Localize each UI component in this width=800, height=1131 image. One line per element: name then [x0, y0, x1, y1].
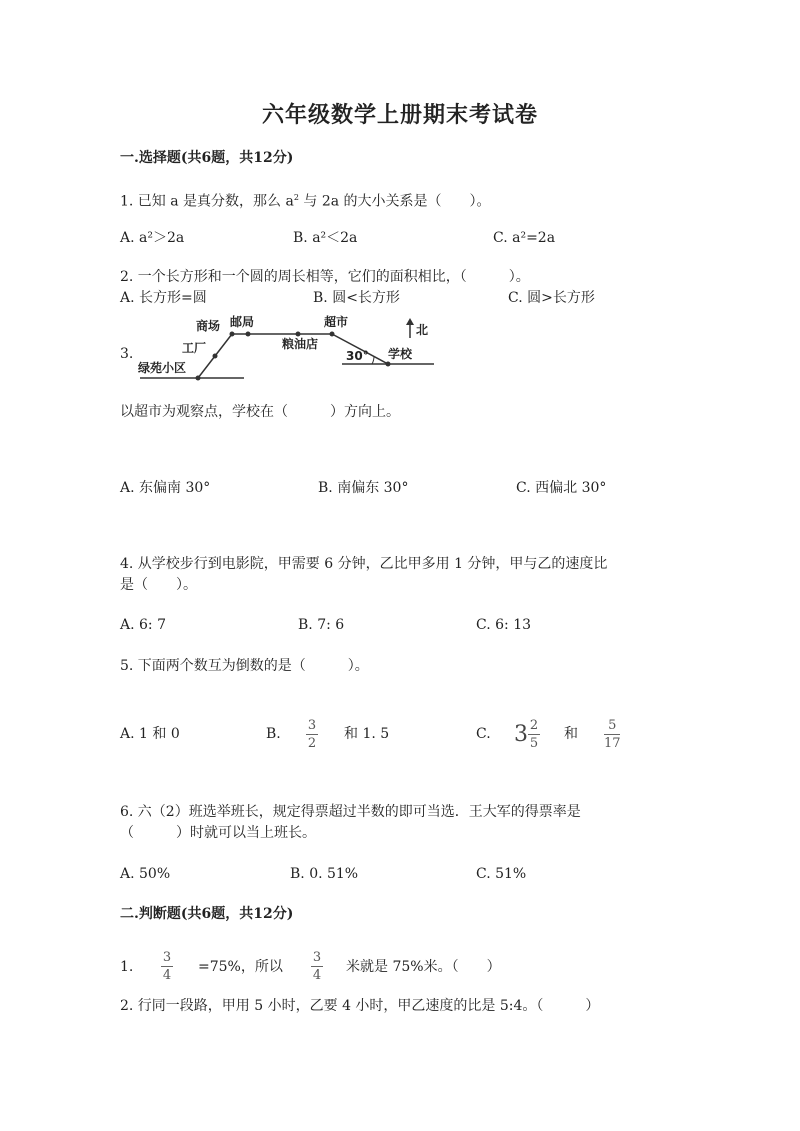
question-1-stem-b: 与 2a 的大小关系是（ ）。 [298, 193, 491, 210]
fraction-denominator: 17 [604, 736, 621, 751]
question-4-option-c[interactable]: C. 6: 13 [476, 617, 532, 633]
question-1-stem-a: 1. 已知 a 是真分数，那么 a [120, 193, 294, 210]
question-5-option-a[interactable]: A. 1 和 0 [120, 726, 180, 742]
question-4-option-b[interactable]: B. 7: 6 [298, 617, 345, 633]
fraction-bar [311, 966, 323, 967]
judgement-1-fraction [161, 950, 173, 983]
question-1-exponent: 2 [293, 193, 299, 202]
section-heading-judgement: 二.判断题(共6题，共12分) [120, 906, 294, 922]
question-6-stem-line2: （ ）时就可以当上班长。 [120, 825, 316, 841]
map-label-residence: 绿苑小区 [138, 361, 187, 375]
question-5-option-c-fraction [528, 718, 540, 751]
map-label-post: 邮局 [230, 315, 255, 329]
fraction-numerator: 5 [608, 718, 617, 733]
question-4-stem-line1: 4. 从学校步行到电影院，甲需要 6 分钟，乙比甲多用 1 分钟，甲与乙的速度比 [120, 556, 608, 572]
fraction-denominator: 4 [162, 968, 172, 983]
question-3-map [136, 312, 446, 386]
question-1-option-a[interactable]: A. a²＞2a [120, 230, 185, 246]
fraction-numerator: 3 [307, 718, 317, 733]
judgement-1-tail: 米就是 75%米。（ ） [346, 959, 501, 975]
question-3-stem: 以超市为观察点，学校在（ ）方向上。 [120, 404, 400, 420]
question-2-stem: 2. 一个长方形和一个圆的周长相等，它们的面积相比，（ ）。 [120, 269, 530, 285]
map-label-school: 学校 [388, 347, 413, 361]
map-point-supermarket [330, 332, 335, 337]
map-label-supermarket: 超市 [324, 315, 349, 329]
fraction-bar [306, 734, 318, 735]
map-point-factory [213, 354, 218, 359]
map-point-shop [230, 332, 235, 337]
question-4-option-a[interactable]: A. 6: 7 [120, 617, 166, 633]
question-2-option-c[interactable]: C. 圆>长方形 [508, 290, 595, 306]
question-1-stem [120, 188, 491, 212]
question-2-option-b[interactable]: B. 圆<长方形 [313, 290, 400, 306]
question-5-option-c-and: 和 [564, 726, 578, 742]
map-point-grain [296, 332, 301, 337]
question-5-option-b-label[interactable]: B. [266, 726, 281, 742]
question-5-option-b-tail: 和 1. 5 [344, 726, 390, 742]
fraction-numerator: 3 [162, 950, 172, 965]
question-5-option-c-whole: 3 [514, 722, 528, 747]
question-6-option-a[interactable]: A. 50% [120, 866, 171, 882]
fraction-denominator: 5 [529, 736, 539, 751]
fraction-denominator: 4 [312, 968, 322, 983]
fraction-bar [528, 734, 540, 735]
judgement-1-number: 1. [120, 959, 134, 975]
section-heading-choice: 一.选择题(共6题，共12分) [120, 150, 294, 166]
question-3-option-a[interactable]: A. 东偏南 30° [120, 480, 211, 496]
map-point-post [246, 332, 251, 337]
map-label-shop: 商场 [196, 319, 221, 333]
judgement-2-stem: 2. 行同一段路，甲用 5 小时，乙要 4 小时，甲乙速度的比是 5:4。（ ） [120, 998, 600, 1014]
fraction-numerator: 3 [312, 950, 322, 965]
map-label-angle: 30° [346, 349, 369, 363]
page-title: 六年级数学上册期末考试卷 [261, 102, 538, 128]
question-3-option-c[interactable]: C. 西偏北 30° [516, 480, 607, 496]
map-point-school [386, 362, 391, 367]
question-5-stem: 5. 下面两个数互为倒数的是（ ）。 [120, 658, 369, 674]
question-4-stem-line2: 是（ ）。 [120, 577, 197, 593]
fraction-numerator: 2 [529, 718, 539, 733]
question-5-option-c-label[interactable]: C. [476, 726, 491, 742]
question-1-option-c[interactable]: C. a²=2a [493, 230, 556, 246]
map-label-factory: 工厂 [182, 341, 207, 355]
question-5-option-b-fraction [306, 718, 318, 751]
judgement-1-mid: =75%，所以 [198, 959, 283, 975]
fraction-denominator: 2 [307, 736, 317, 751]
map-label-grain: 粮油店 [282, 337, 319, 351]
map-angle-arc [372, 356, 374, 364]
question-6-stem-line1: 6. 六（2）班选举班长，规定得票超过半数的即可当选．王大军的得票率是 [120, 804, 581, 820]
map-label-north: 北 [416, 323, 429, 337]
question-3-option-b[interactable]: B. 南偏东 30° [318, 480, 409, 496]
question-6-option-b[interactable]: B. 0. 51% [290, 866, 359, 882]
question-1-option-b[interactable]: B. a²＜2a [293, 230, 358, 246]
north-arrow-head [406, 318, 414, 325]
fraction-bar [604, 734, 620, 735]
question-5-option-c-fraction-2 [604, 718, 621, 751]
map-point-residence [196, 376, 201, 381]
question-3-number: 3. [120, 346, 134, 362]
question-6-option-c[interactable]: C. 51% [476, 866, 527, 882]
judgement-1-fraction-2 [311, 950, 323, 983]
question-2-option-a[interactable]: A. 长方形=圆 [120, 290, 207, 306]
fraction-bar [161, 966, 173, 967]
